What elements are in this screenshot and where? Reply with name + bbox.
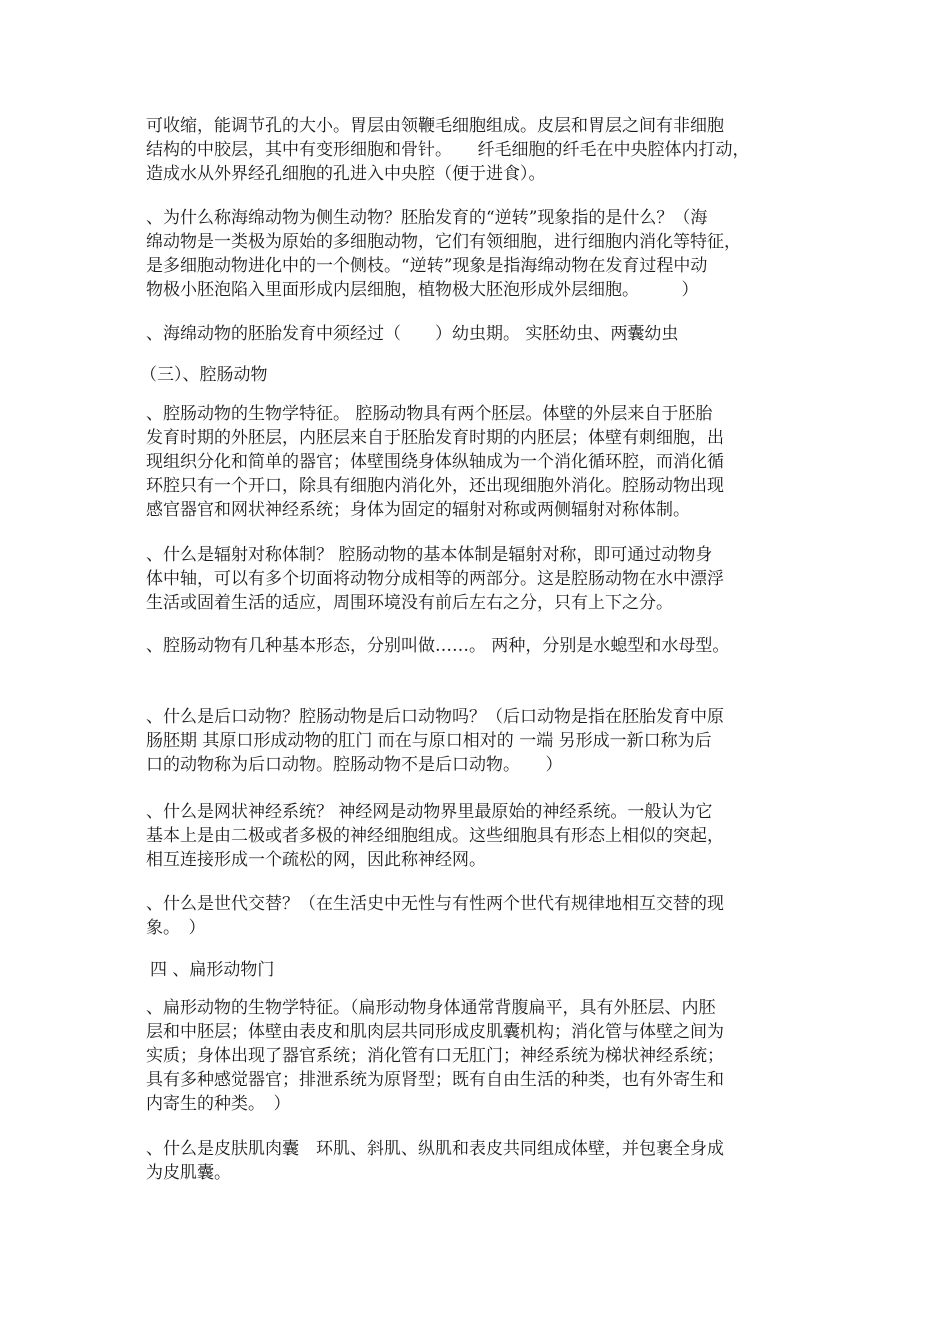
text-line: 具有多种感觉器官；排泄系统为原肾型；既有自由生活的种类，也有外寄生和 [146,1070,724,1090]
text-line: 、腔肠动物的生物学特征。 腔肠动物具有两个胚层。体壁的外层来自于胚胎 [146,404,713,424]
text-line: 、什么是世代交替？（在生活史中无性与有性两个世代有规律地相互交替的现 [146,894,724,914]
text-line: 可收缩，能调节孔的大小。胃层由领鞭毛细胞组成。皮层和胃层之间有非细胞 [146,116,724,136]
text-line: 实质；身体出现了器官系统；消化管有口无肛门；神经系统为梯状神经系统； [146,1046,724,1066]
text-line: 环腔只有一个开口，除具有细胞内消化外，还出现细胞外消化。腔肠动物出现 [146,476,724,496]
text-line: 内寄生的种类。 ） [146,1094,291,1114]
paragraph-deuterostome [146,705,826,777]
text-line: 现组织分化和简单的器官；体壁围绕身体纵轴成为一个消化循环腔，而消化循 [146,452,724,472]
text-line: 、为什么称海绵动物为侧生动物？胚胎发育的“逆转”现象指的是什么？（海 [146,208,708,228]
section-heading-platyhelminthes: 四 、扁形动物门 [150,960,275,980]
text-line: 是多细胞动物进化中的一个侧枝。“逆转”现象是指海绵动物在发育过程中动 [146,256,708,276]
paragraph-sponge-structure [146,114,826,186]
text-line: 象。 ） [146,918,206,938]
text-line: 、什么是辐射对称体制？ 腔肠动物的基本体制是辐射对称，即可通过动物身 [146,545,713,565]
paragraph-alternation-generations [146,892,826,940]
text-line: 、腔肠动物有几种基本形态，分别叫做……。 两种，分别是水螅型和水母型。 [146,636,730,656]
paragraph-platyhelminthes-features [146,996,826,1116]
paragraph-basic-forms [146,634,826,658]
text-line: 层和中胚层；体壁由表皮和肌肉层共同形成皮肌囊机构；消化管与体壁之间为 [146,1022,724,1042]
text-line: 绵动物是一类极为原始的多细胞动物，它们有领细胞，进行细胞内消化等特征， [146,232,741,252]
paragraph-radial-symmetry [146,543,826,615]
text-line: 、什么是后口动物？腔肠动物是后口动物吗？（后口动物是指在胚胎发育中原 [146,707,724,727]
text-line: 、什么是皮肤肌肉囊 环肌、斜肌、纵肌和表皮共同组成体壁，并包裹全身成 [146,1139,724,1159]
text-line: 肠胚期 其原口形成动物的肛门 而在与原口相对的 一端 另形成一新口称为后 [146,731,712,751]
paragraph-coelenterata-features [146,402,826,522]
text-line: 体中轴，可以有多个切面将动物分成相等的两部分。这是腔肠动物在水中漂浮 [146,569,724,589]
text-line: 、什么是网状神经系统？ 神经网是动物界里最原始的神经系统。一般认为它 [146,802,713,822]
text-line: 发育时期的外胚层，内胚层来自于胚胎发育时期的内胚层；体壁有刺细胞，出 [146,428,724,448]
text-line: 生活或固着生活的适应，周围环境没有前后左右之分，只有上下之分。 [146,593,673,613]
paragraph-sponge-larva [146,322,826,346]
text-line: 口的动物称为后口动物。腔肠动物不是后口动物。 ） [146,755,563,775]
paragraph-dermomuscular-sac [146,1137,826,1185]
text-line: 相互连接形成一个疏松的网，因此称神经网。 [146,850,486,870]
paragraph-sponge-lateral [146,206,826,302]
text-line: 、扁形动物的生物学特征。（扁形动物身体通常背腹扁平，具有外胚层、内胚 [146,998,716,1018]
text-line: 、海绵动物的胚胎发育中须经过（ ）幼虫期。 实胚幼虫、两囊幼虫 [146,324,679,344]
text-line: 为皮肌囊。 [146,1163,231,1183]
text-line: 物极小胚泡陷入里面形成内层细胞，植物极大胚泡形成外层细胞。 ） [146,280,699,300]
text-line: 基本上是由二极或者多极的神经细胞组成。这些细胞具有形态上相似的突起， [146,826,724,846]
section-heading-coelenterata: （三）、腔肠动物 [140,365,268,385]
text-line: 造成水从外界经孔细胞的孔进入中央腔（便于进食）。 [146,164,546,184]
text-line: 结构的中胶层，其中有变形细胞和骨针。 纤毛细胞的纤毛在中央腔体内打动， [146,140,750,160]
paragraph-nerve-net [146,800,826,872]
text-line: 感官器官和网状神经系统；身体为固定的辐射对称或两侧辐射对称体制。 [146,500,690,520]
